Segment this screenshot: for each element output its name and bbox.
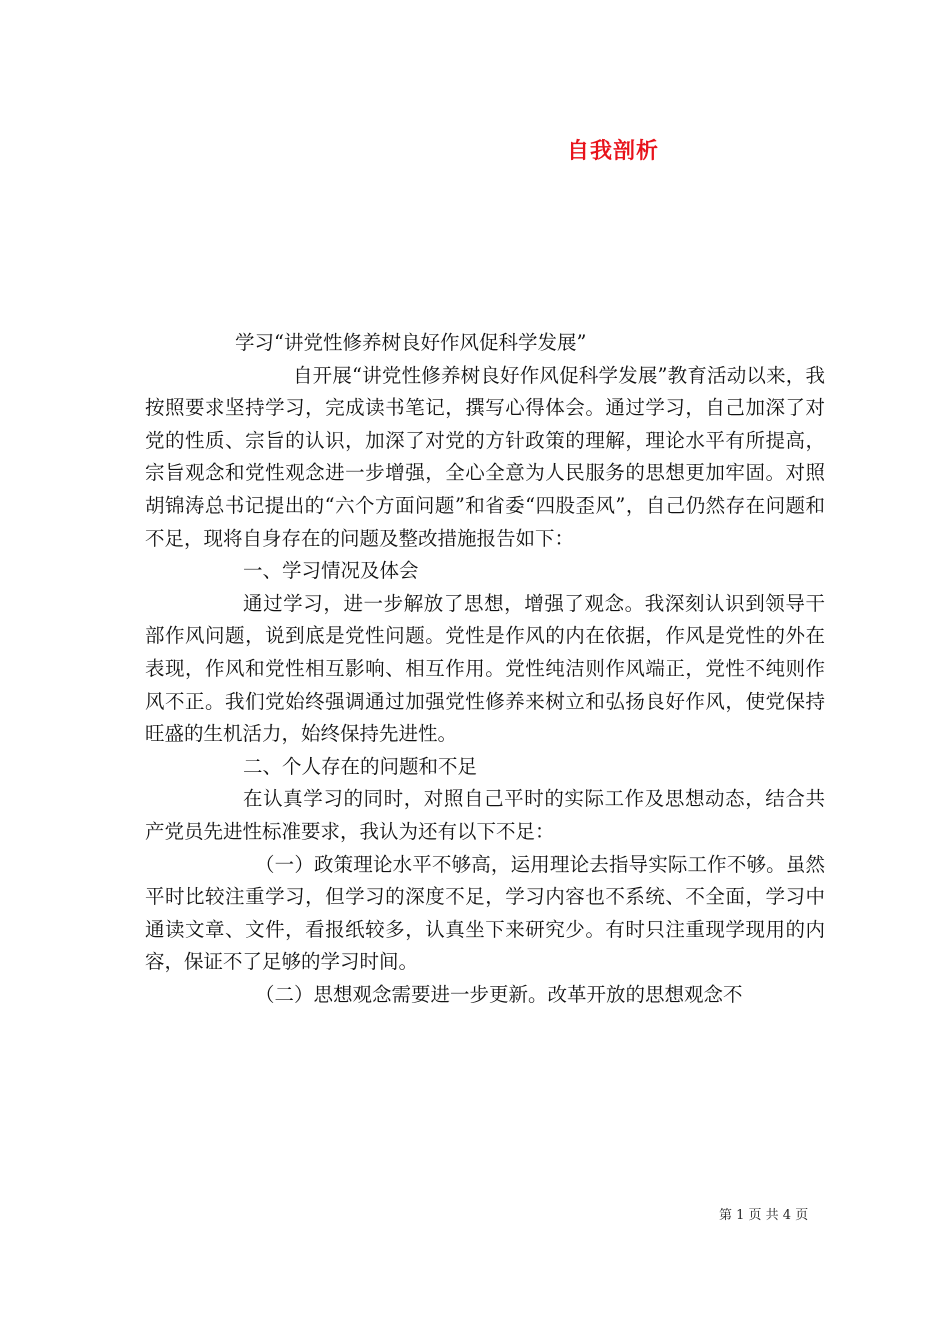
item-2-paragraph: （二）思想观念需要进一步更新。改革开放的思想观念不: [255, 982, 743, 1006]
section-heading-2: 二、个人存在的问题和不足: [243, 754, 478, 778]
item-1-paragraph: （一）政策理论水平不够高，运用理论去指导实际工作不够。虽然平时比较注重学习，但学习的深度不足，学习内容也不系统、不全面，学习中通读文章、文件，看报纸较多，认真坐下来研究少。有时只注重现学现用的内容，保证不了足够的学习时间。: [145, 852, 825, 974]
document-body: [145, 327, 825, 1011]
section-1-paragraph: 通过学习，进一步解放了思想，增强了观念。我深刻认识到领导干部作风问题，说到底是党性问题。党性是作风的内在依据，作风是党性的外在表现，作风和党性相互影响、相互作用。党性纯洁则作风端正，党性不纯则作风不正。我们党始终强调通过加强党性修养来树立和弘扬良好作风，使党保持旺盛的生机活力，始终保持先进性。: [145, 591, 825, 746]
document-subtitle: 学习“讲党性修养树良好作风促科学发展”: [235, 331, 587, 354]
section-2-paragraph: 在认真学习的同时，对照自己平时的实际工作及思想动态，结合共产党员先进性标准要求，我认为还有以下不足：: [145, 787, 825, 843]
page-indicator: 第 1 页 共 4 页: [719, 1208, 809, 1223]
section-heading-1: 一、学习情况及体会: [243, 559, 419, 583]
document-title: 自我剖析: [567, 138, 660, 164]
intro-paragraph: 自开展“讲党性修养树良好作风促科学发展”教育活动以来，我按照要求坚持学习，完成读书笔记，撰写心得体会。通过学习，自己加深了对党的性质、宗旨的认识，加深了对党的方针政策的理解，理论水平有所提高，宗旨观念和党性观念进一步增强，全心全意为人民服务的思想更加牢固。对照胡锦涛总书记提出的“六个方面问题”和省委“四股歪风”，自己仍然存在问题和不足，现将自身存在的问题及整改措施报告如下：: [145, 363, 825, 550]
